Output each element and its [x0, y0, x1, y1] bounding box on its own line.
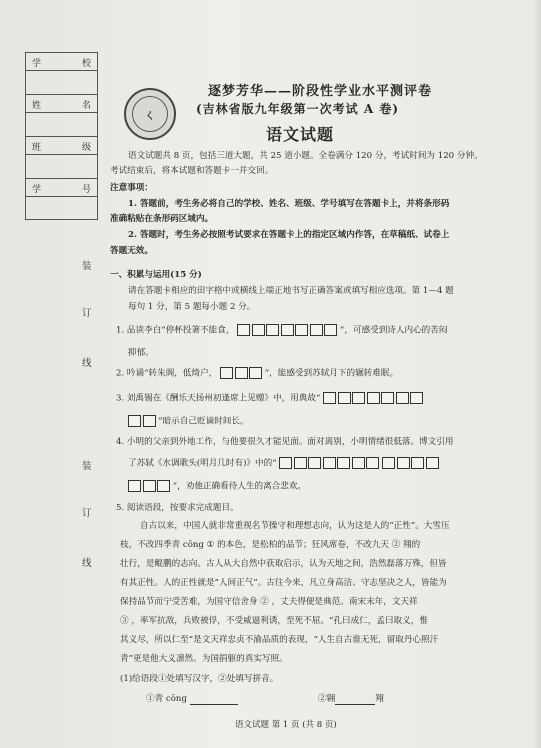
passage-line: ③ ，率军抗敌，兵败被俘，不受威逼利诱，至死不屈。“孔曰成仁，孟曰取义，惟 [120, 616, 428, 626]
passage-line: 自古以来，中国人就非常重视名节操守和理想志向，认为这是人的“正性”。大雪压 [140, 521, 450, 531]
answer-grid[interactable] [220, 367, 262, 379]
passage-line: 壮行，是鲲鹏的志向。古人从大自然中获取启示，认为天地之间，浩然磊落万殊，但皆 [120, 559, 447, 569]
note-text: 2. 答题时，考生务必按照考试要求在答题卡上的指定区域内作答，在草稿纸、试卷上 [128, 230, 450, 240]
question-4-cont2: ”，劝他正确看待人生的离合悲欢。 [128, 480, 306, 492]
page-footer: 语文试题 第 1 页 (共 8 页) [235, 720, 337, 730]
answer-grid[interactable] [128, 415, 156, 427]
answer-line-1: ①青 cōng [146, 694, 238, 705]
answer-line-2: ②翱 翔 [318, 694, 384, 704]
binding-char: 装 [82, 461, 92, 472]
page-edge-shadow [533, 0, 541, 748]
class-cell[interactable] [25, 136, 98, 178]
question-1: 1. 品读李白“停杯投箸不能食， ”，可感受到诗人内心的苦闷 [116, 325, 448, 336]
question-4: 4. 小明的父亲到外地工作，与他要很久才能见面。面对离别，小明情绪很低落。博文引用 [116, 437, 454, 447]
binding-char: 线 [82, 558, 92, 569]
question-5: 5. 阅读语段，按要求完成题目。 [116, 503, 239, 513]
intro-line: 考试结束后，将本试题和答题卡一并交回。 [110, 166, 274, 176]
section-heading: 一、积累与运用(15 分) [110, 270, 202, 280]
answer-grid[interactable] [382, 457, 439, 469]
student-info-table [25, 52, 100, 220]
answer-blank[interactable] [190, 694, 238, 705]
passage-line: 有其正性。人的正性就是“人间正气”。古往今来，凡立身高洁、守志坚决之人，皆能为 [120, 578, 447, 588]
binding-char: 装 [82, 261, 92, 272]
name-cell[interactable] [25, 94, 98, 136]
logo-emblem-icon: ㄑ [132, 96, 168, 132]
note-text: 答题无效。 [110, 246, 153, 256]
intro-line: 语文试题共 8 页，包括三道大题，共 25 道小题。全卷满分 120 分，考试时间为 120 分钟。 [128, 151, 483, 161]
exam-subtitle: (吉林省版九年级第一次考试 A 卷) [196, 102, 400, 116]
section-instruction: 每句 1 分，第 5 题每小题 2 分。 [128, 302, 256, 312]
section-instruction: 请在答题卡相应的田字格中或横线上端正地书写正确答案或填写相应选项。第 1—4 题 [128, 286, 454, 296]
exam-series-title: 逐梦芳华——阶段性学业水平测评卷 [208, 84, 433, 99]
student-id-label: 学 号 [32, 185, 91, 195]
passage-line: 枝，不改四季青 cōng ① 的本色，是松柏的品节；狂风席卷，不改九天 ② 翔的 [120, 540, 421, 550]
school-label: 学 校 [32, 59, 91, 69]
school-cell[interactable] [25, 52, 98, 94]
question-1-cont: 抑郁。 [128, 348, 154, 358]
page-title: 语文试题 [266, 125, 335, 144]
binding-char: 订 [82, 308, 92, 319]
question-3-cont: ”暗示自己贬谪时间长。 [128, 415, 249, 427]
binding-char: 订 [82, 508, 92, 519]
question-3: 3. 刘禹锡在《酬乐天扬州初逢席上见赠》中，用典故“ [116, 392, 423, 404]
answer-grid[interactable] [237, 324, 337, 336]
notes-heading: 注意事项： [110, 183, 153, 193]
answer-grid[interactable] [323, 392, 423, 404]
sub-question: (1)给语段①处填写汉字，②处填写拼音。 [120, 674, 279, 684]
answer-blank[interactable] [335, 694, 375, 705]
answer-grid[interactable] [279, 457, 379, 469]
question-2: 2. 吟诵“转朱阁，低绮户， ”，能感受到苏轼月下的辗转难眠。 [116, 368, 399, 379]
note-text: 准确粘贴在条形码区域内。 [110, 214, 214, 224]
question-4-cont: 了苏轼《水调歌头(明月几时有)》中的“ [128, 457, 439, 469]
note-text: 1. 答题前，考生务必将自己的学校、姓名、班级、学号填写在答题卡上，并将条形码 [128, 199, 450, 209]
passage-line: 其义尽，所以仁至”是文天祥忠贞不渝品质的表现，“人生自古谁无死，留取丹心照汗 [120, 635, 439, 645]
student-id-cell[interactable] [25, 178, 98, 220]
answer-grid[interactable] [128, 480, 170, 492]
publisher-logo [124, 88, 176, 140]
passage-line: 保持品节而宁受苦难，为国守信舍身 ② ，丈夫得便是典范。南宋末年，文天祥 [120, 597, 418, 607]
passage-line: 青”更是他大义凛然、为国捐躯的真实写照。 [120, 654, 288, 664]
class-label: 班 级 [32, 143, 91, 153]
binding-char: 线 [82, 358, 92, 369]
name-label: 姓 名 [32, 101, 91, 111]
